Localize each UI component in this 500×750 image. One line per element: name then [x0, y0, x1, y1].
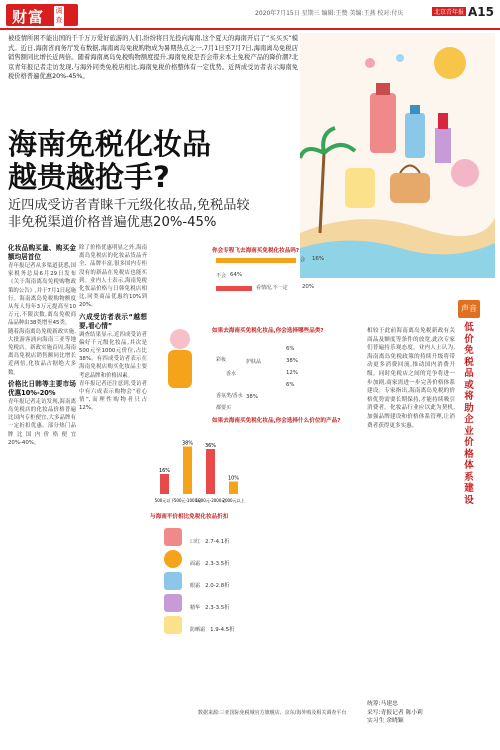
- discount-range: 2.3-3.5折: [205, 561, 230, 567]
- paragraph: 青年报记者从多渠道获悉,国家税务总局6月29日发布《关于海南离岛免税购物政策的公告》,并于7月1日起施行。海南离岛免税购物额度从每人每年3万元提高至10万元,不限次数,离岛免税商品品种由38类增至45类。: [8, 263, 76, 327]
- page-number: A15: [468, 5, 494, 19]
- price-bar-label: 38%: [181, 440, 194, 447]
- paragraph: 青年报记者走访发现,海南离岛免税店的化妆品价格普遍比国内专柜便宜,大多品牌有一定折扣优惠。部分热门品牌比国内价格便宜20%-40%。: [8, 398, 76, 446]
- question-1: 你会专程飞去海南买免税化妆品吗?: [212, 248, 300, 254]
- discount-list: [190, 528, 350, 638]
- price-bar: [206, 449, 215, 494]
- question-4: 与海南平价相比免税化妆品折扣: [150, 514, 229, 520]
- section-heading: 价格比日韩等主要市场优惠10%-20%: [8, 379, 76, 397]
- q1-label: 看情况,不一定: [256, 285, 288, 291]
- article-column-2: [79, 244, 147, 413]
- question-2: 如果去海南买免税化妆品,你会选择哪些品类?: [212, 328, 324, 334]
- subheadline-line-1: 近四成受访者青睐千元级化妆品,免税品较: [8, 198, 250, 213]
- headline: [8, 128, 211, 194]
- price-category-label: 500元-1000元: [173, 498, 202, 503]
- discount-range: 1.9-4.5折: [210, 627, 235, 633]
- paragraph: 调查结果显示,近四成受访者偏好千元级化妆品,其次是500元至1000元价位,占比38%。有四成受访者表示在海南免税店购买化妆品主要考虑品牌和价格因素。: [79, 331, 147, 379]
- byline-reporter: 采写:青报记者 陈小莉: [367, 709, 423, 716]
- question-3: 如果去海南买免税化妆品,你会选择什么价位的产品?: [212, 418, 341, 424]
- q2-label: 香氛类/香水: [216, 393, 243, 399]
- data-source: 数据来源:三亚国际免税城官方旗舰店、京东/海外购及相关调查平台: [198, 710, 347, 716]
- page-header: [0, 0, 500, 30]
- q1-options: [216, 258, 356, 318]
- section-heading: 六成受访者表示“越想要,看心情”: [79, 312, 147, 330]
- header-rule: [0, 28, 500, 30]
- article-column-1: [8, 244, 76, 447]
- q2-label: 护肤品: [246, 359, 262, 365]
- issue-meta: 2020年7月15日 星期三 编辑:王赞 美编:王燕 校对:付庆: [255, 10, 404, 17]
- list-item: 防晒霜 1.9-4.5折: [190, 616, 350, 638]
- q1-pct: 20%: [302, 284, 314, 290]
- q1-bar-maybe: [216, 286, 252, 291]
- sun-icon: [434, 47, 466, 79]
- price-category-label: 2000元以上: [222, 498, 245, 503]
- list-item: 口红 2.7-4.1折: [190, 528, 350, 550]
- sunscreen-icon: [164, 616, 182, 634]
- paragraph: 青年报记者还注意到,受访者中有六成表示购物会“看心情”,而理性购物者只占12%。: [79, 380, 147, 412]
- q2-pct: 38%: [286, 358, 298, 364]
- voice-badge: 声音: [458, 300, 480, 318]
- discount-range: 2.7-4.1折: [205, 539, 230, 545]
- price-bar-label: 36%: [204, 443, 217, 449]
- q2-pct: 38%: [246, 394, 258, 400]
- list-item: 精华 2.3-3.5折: [190, 594, 350, 616]
- lipstick-icon: [435, 128, 451, 163]
- serum-icon: [164, 594, 182, 612]
- price-category-label: 1000元-2000元: [195, 498, 226, 503]
- brand-subtitle: 调查: [55, 7, 63, 24]
- price-bar: [229, 482, 238, 495]
- lead-paragraph: 被疫情所困不能出国的千千万万爱好旅游的人们,纷纷将目光投向海南,这个夏天的海南开启了“买买买”模式。近日,海南省商务厅发布数据,海南离岛免税购物成为暑期热点之一,7月1日至7月7日,海南离岛免税店销售额同比增长近两倍。随着海南离岛免税购物额度提升,海南免税是否会带来本土免税产品的降价潮?北京青年报记者走访发现,与海外同类免税店相比,海南免税价格整体有一定优势。近两成受访者表示海南免税价格普遍优惠20%-45%。: [8, 35, 298, 81]
- shopping-bag-icon: [390, 173, 430, 203]
- cream-jar-icon: [164, 550, 182, 568]
- cosmetics-illustration: [300, 33, 495, 278]
- q1-label: 不会: [216, 273, 227, 279]
- jar-icon: [345, 168, 375, 208]
- byline-editor: 统筹:马建忠: [367, 701, 398, 707]
- price-bar-label: 10%: [227, 475, 240, 482]
- compact-icon: [451, 159, 479, 187]
- byline-intern: 实习生 余晓颖: [367, 718, 404, 724]
- newspaper-tag: 北京青年报: [434, 9, 465, 16]
- price-bar: [183, 447, 192, 495]
- q1-bar-yes: [216, 258, 296, 263]
- voice-column: 相较于此前海南离岛免税新政有关商品及额度等条件的放宽,此次专家们普遍持乐观态度。业内人士认为,海南离岛免税政策的持续升级将带动更多消费回流,推动国内消费升级。同时免税店之间的竞争将进一步加剧,商家需进一步完善价格体系建设。专家指出,海南离岛免税的价格优势需要长期保持,才能持续吸引消费者。化妆品行业应以此为契机,加强品牌建设和价格体系管理,让消费者获得更多实惠。: [367, 328, 455, 429]
- paragraph: 除了价格优惠明显之外,海南离岛免税店的化妆品货品齐全、品牌丰富,很多国内专柜没有的新品在免税店也能买到。业内人士表示,海南免税化妆品价格与日韩免税店相比,同类商品优惠约10%到20%。: [79, 245, 147, 309]
- subheadline-line-2: 非免税渠道价格普遍优惠20%-45%: [8, 214, 217, 230]
- voice-title: 低价免税品或将助企业价格体系建设: [464, 322, 474, 506]
- paragraph: 随着海南离岛免税新政实施,大批游客涌向海南三亚等地免税店。新政实施首周,海南离岛免税店销售额同比增长近两倍,化妆品占据绝大多数。: [8, 328, 76, 376]
- price-range-bar-chart: [150, 434, 360, 504]
- price-bar-label: 16%: [158, 468, 171, 474]
- brand-title: 财富: [12, 8, 45, 26]
- headline-line-1: 海南免税化妆品: [8, 127, 212, 161]
- q2-label: 香水: [226, 371, 237, 377]
- q1-pct: 16%: [312, 256, 324, 262]
- lipstick-icon: [164, 528, 182, 546]
- survey-infographic: [150, 244, 360, 639]
- section-brand: [6, 4, 78, 26]
- q2-options: [216, 346, 356, 411]
- bottle-icon: [370, 93, 396, 153]
- discount-range: 2.3-3.5折: [205, 605, 230, 611]
- q2-pct: 6%: [286, 346, 295, 352]
- list-item: 眼霜 2.0-2.8折: [190, 572, 350, 594]
- q1-pct: 64%: [230, 272, 242, 278]
- q2-label: 彩妆: [216, 357, 227, 363]
- discount-range: 2.0-2.8折: [205, 583, 230, 589]
- eye-cream-icon: [164, 572, 182, 590]
- headline-line-2: 越贵越抢手?: [8, 160, 170, 194]
- list-item: 面霜 2.3-3.5折: [190, 550, 350, 572]
- q2-pct: 12%: [286, 370, 298, 376]
- q2-label: 都要买: [216, 405, 232, 411]
- section-heading: 化妆品购买量、购买金额均居首位: [8, 244, 76, 261]
- q2-pct: 6%: [286, 382, 295, 388]
- q1-label: 会: [300, 257, 306, 263]
- lotion-icon: [405, 113, 425, 158]
- q2-figure: [150, 324, 210, 394]
- subheadline: [8, 198, 308, 231]
- price-bar: [160, 474, 169, 494]
- price-category-label: 500元以下: [154, 498, 175, 503]
- byline: [367, 700, 487, 726]
